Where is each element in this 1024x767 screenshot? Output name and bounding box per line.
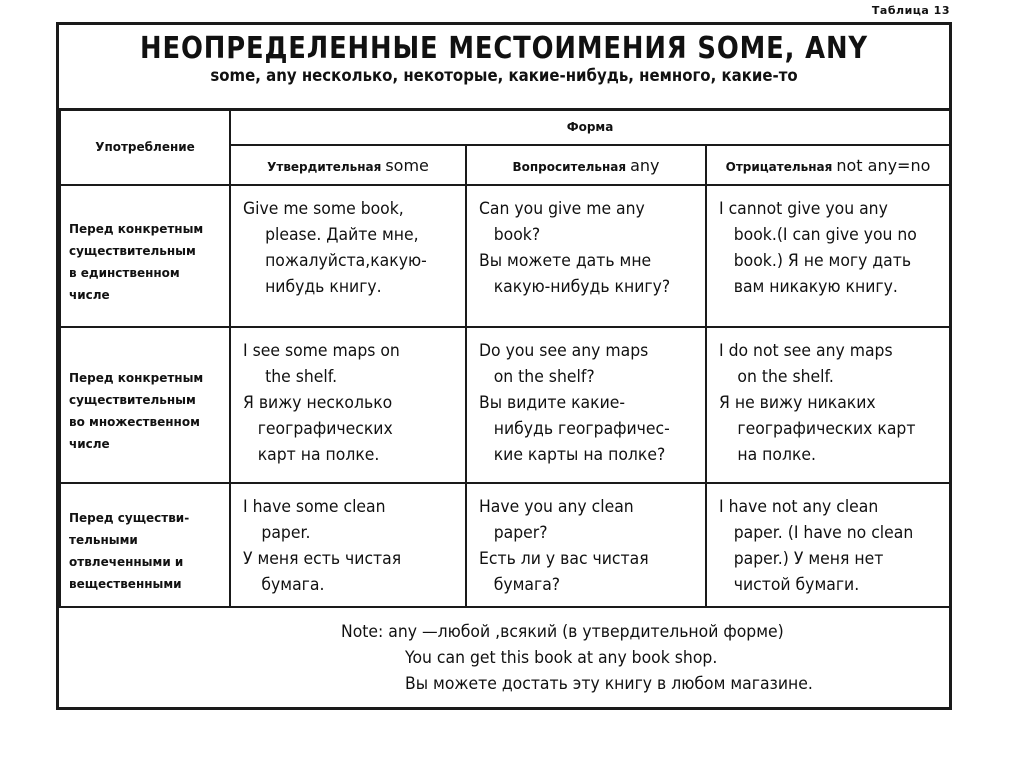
cell-line: book.(I can give you no [733, 225, 917, 245]
title-block [59, 25, 949, 111]
row-label-line: существительным [69, 244, 196, 258]
cell-interrogative [466, 185, 706, 327]
note-line: Вы можете достать эту книгу в любом магазине. [405, 674, 813, 694]
page-subtitle: some, any несколько, некоторые, какие-нибудь, немного, какие-то [210, 66, 798, 86]
table-row [60, 185, 950, 327]
row-label-line: Перед существи- [69, 511, 190, 525]
row-label-line: Перед конкретным [69, 222, 204, 236]
cell-line: географических карт [737, 419, 916, 439]
cell-line: на полке. [737, 445, 817, 465]
pronoun-table-frame [56, 22, 952, 710]
row-label [60, 185, 230, 327]
cell-affirmative [230, 185, 466, 327]
usage-table [59, 108, 951, 608]
cell-line: I do not see any maps [719, 341, 893, 361]
cell-line: Я вижу несколько [243, 393, 393, 413]
cell-line: географических [257, 419, 393, 439]
header-usage: Употребление [60, 109, 230, 185]
cell-interrogative [466, 327, 706, 483]
cell-line: пожалуйста,какую- [265, 251, 427, 271]
note-line: Note: any —любой ,всякий (в утвердительной форме) [341, 622, 784, 642]
cell-line: Я не вижу никаких [719, 393, 876, 413]
cell-line: карт на полке. [257, 445, 380, 465]
row-label-line: отвлеченными и [69, 555, 184, 569]
cell-line: вам никакую книгу. [733, 277, 898, 297]
cell-line: book.) Я не могу дать [733, 251, 912, 271]
cell-negative [706, 483, 950, 607]
cell-line: бумага? [493, 575, 561, 595]
cell-line: paper? [493, 523, 548, 543]
row-label-line: тельными [69, 533, 138, 547]
cell-line: Вы видите какие- [479, 393, 626, 413]
row-label-line: существительным [69, 393, 196, 407]
note-line: You can get this book at any book shop. [405, 648, 718, 668]
cell-line: on the shelf? [493, 367, 595, 387]
cell-line: Есть ли у вас чистая [479, 549, 649, 569]
cell-line: paper. [261, 523, 311, 543]
cell-line: Вы можете дать мне [479, 251, 652, 271]
header-form: Форма [230, 109, 950, 145]
row-label [60, 483, 230, 607]
cell-interrogative [466, 483, 706, 607]
cell-line: Have you any clean [479, 497, 634, 517]
cell-line: какую-нибудь книгу? [493, 277, 671, 297]
cell-line: book? [493, 225, 541, 245]
table-number: Таблица 13 [871, 4, 950, 17]
cell-line: I see some maps on [243, 341, 400, 361]
row-label-line: Перед конкретным [69, 371, 204, 385]
table-row [60, 483, 950, 607]
header-interrogative [466, 145, 706, 185]
cell-line: нибудь географичес- [493, 419, 670, 439]
row-label-line: в единственном [69, 266, 180, 280]
table-row [60, 327, 950, 483]
cell-line: paper. (I have no clean [733, 523, 914, 543]
note-block [59, 615, 949, 707]
cell-line: Give me some book, [243, 199, 404, 219]
cell-negative [706, 185, 950, 327]
cell-affirmative [230, 327, 466, 483]
header-affirmative-label: Утвердительная [267, 159, 382, 174]
cell-line: чистой бумаги. [733, 575, 860, 595]
cell-line: бумага. [261, 575, 325, 595]
cell-line: У меня есть чистая [243, 549, 402, 569]
header-interrogative-label: Вопросительная [512, 159, 627, 174]
row-label-line: вещественными [69, 577, 182, 591]
cell-line: I cannot give you any [719, 199, 888, 219]
header-negative [706, 145, 950, 185]
row-label-line: числе [69, 437, 110, 451]
cell-affirmative [230, 483, 466, 607]
row-label-line: числе [69, 288, 110, 302]
cell-line: paper.) У меня нет [733, 549, 884, 569]
cell-line: I have not any clean [719, 497, 879, 517]
header-negative-word: not any=no [836, 155, 931, 175]
header-interrogative-word: any [630, 155, 660, 175]
page-title: НЕОПРЕДЕЛЕННЫЕ МЕСТОИМЕНИЯ SOME, ANY [140, 31, 868, 66]
cell-line: on the shelf. [737, 367, 834, 387]
row-label-line: во множественном [69, 415, 200, 429]
cell-line: Can you give me any [479, 199, 645, 219]
cell-line: I have some clean [243, 497, 386, 517]
header-affirmative [230, 145, 466, 185]
cell-line: кие карты на полке? [493, 445, 666, 465]
header-affirmative-word: some [385, 155, 429, 175]
cell-line: please. Дайте мне, [265, 225, 419, 245]
header-negative-label: Отрицательная [725, 159, 833, 174]
cell-line: Do you see any maps [479, 341, 649, 361]
cell-negative [706, 327, 950, 483]
row-label [60, 327, 230, 483]
cell-line: the shelf. [265, 367, 338, 387]
cell-line: нибудь книгу. [265, 277, 382, 297]
